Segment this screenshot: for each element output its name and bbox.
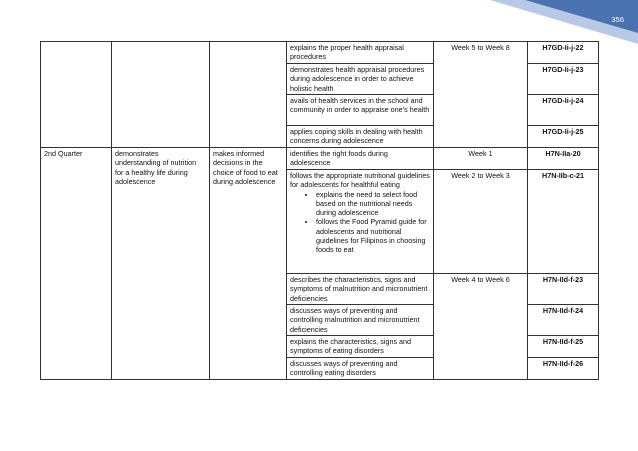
content-standard-cell: demonstrates understanding of nutrition for a healthy life during adolescence	[112, 148, 210, 380]
competency-code: H7N-IIb-c-21	[528, 170, 599, 274]
performance-standard-cell	[210, 42, 287, 148]
competency-code: H7N-IIa-20	[528, 148, 599, 170]
week-cell: Week 2 to Week 3	[434, 170, 528, 274]
learning-competency: demonstrates health appraisal procedures during adolescence in order to achieve holistic health	[287, 64, 434, 95]
competency-code: H7N-IId-f-26	[528, 358, 599, 380]
learning-competency: discusses ways of preventing and controlling eating disorders	[287, 358, 434, 380]
competency-code: H7GD-Ii-j-24	[528, 95, 599, 126]
curriculum-guide-table	[40, 41, 599, 380]
week-cell: Week 5 to Week 8	[434, 42, 528, 148]
learning-competency: identifies the right foods during adolescence	[287, 148, 434, 170]
learning-competency: describes the characteristics, signs and symptoms of malnutrition and micronutrient deficiencies	[287, 274, 434, 305]
quarter-cell	[41, 42, 112, 148]
competency-code: H7N-IId-f-23	[528, 274, 599, 305]
week-cell: Week 4 to Week 6	[434, 274, 528, 380]
competency-code: H7GD-Ii-j-23	[528, 64, 599, 95]
table-row	[41, 42, 599, 64]
competency-code: H7N-IId-f-24	[528, 305, 599, 336]
learning-competency: discusses ways of preventing and controlling malnutrition and micronutrient deficiencies	[287, 305, 434, 336]
competency-code: H7GD-Ii-j-25	[528, 126, 599, 148]
performance-standard-cell: makes informed decisions in the choice of food to eat during adolescence	[210, 148, 287, 380]
learning-competency: applies coping skills in dealing with health concerns during adolescence	[287, 126, 434, 148]
learning-competency: explains the proper health appraisal procedures	[287, 42, 434, 64]
learning-competency: follows the appropriate nutritional guidelines for adolescents for healthful eating	[290, 171, 430, 190]
learning-competency-with-bullets	[287, 170, 434, 274]
table-row	[41, 148, 599, 170]
page-number: 356	[611, 15, 624, 24]
week-cell: Week 1	[434, 148, 528, 170]
bullet-list	[290, 190, 430, 255]
content-standard-cell	[112, 42, 210, 148]
learning-competency: avails of health services in the school and community in order to appraise one’s health	[287, 95, 434, 126]
quarter-cell: 2nd Quarter	[41, 148, 112, 380]
competency-code: H7GD-Ii-j-22	[528, 42, 599, 64]
list-item: • explains the need to select food based on the nutritional needs during adolescence	[316, 190, 430, 218]
learning-competency: explains the characteristics, signs and symptoms of eating disorders	[287, 336, 434, 358]
list-item: • follows the Food Pyramid guide for adolescents and nutritional guidelines for Filipinos in choosing foods to eat	[316, 217, 430, 254]
competency-code: H7N-IId-f-25	[528, 336, 599, 358]
